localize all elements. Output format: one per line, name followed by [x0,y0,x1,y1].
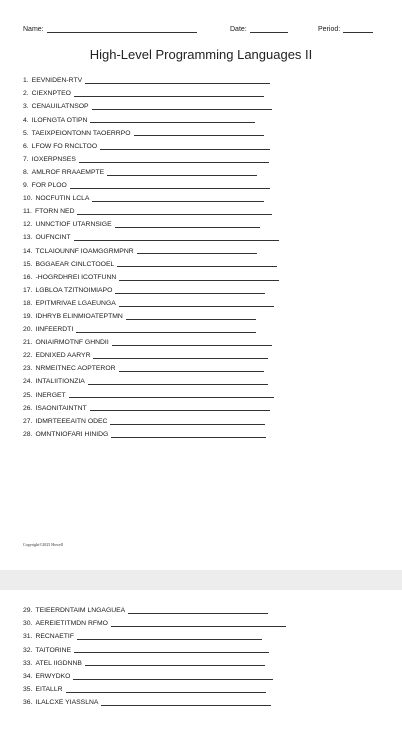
item-number: 10. [23,195,33,203]
scrambled-word: OMNTNIOFARI HINIDG [35,430,109,438]
answer-blank[interactable] [74,239,279,241]
list-item [23,124,382,137]
answer-blank[interactable] [77,213,272,215]
scrambled-word: -HOGRDHREI ICOTFUNN [35,273,117,281]
scrambled-word: UNNCTIOF UTARNSIGE [35,221,112,229]
name-field [23,25,197,33]
item-number: 9. [23,182,29,190]
scrambled-word: NOCFUTIN LCLA [35,195,90,203]
list-item [23,399,382,412]
item-number: 35. [23,685,33,693]
scrambled-word: AEREIETITMDN RFMO [35,620,108,628]
list-item [23,654,382,667]
item-number: 26. [23,404,33,412]
scrambled-word: TAITORINE [35,646,72,654]
answer-blank[interactable] [90,121,255,123]
period-field [318,25,373,33]
answer-blank[interactable] [77,638,262,640]
item-number: 2. [23,90,29,98]
scramble-list-page-2 [23,602,382,707]
list-item [23,694,382,707]
answer-blank[interactable] [115,292,265,294]
scrambled-word: CENAUILATNSOP [31,103,89,111]
answer-blank[interactable] [111,625,286,627]
answer-blank[interactable] [92,200,264,202]
list-item [23,681,382,694]
scrambled-word: INERGET [35,391,66,399]
item-number: 1. [23,77,29,85]
list-item [23,137,382,150]
item-number: 13. [23,234,33,242]
item-number: 28. [23,430,33,438]
scrambled-word: IOXERPNSES [31,155,76,163]
list-item [23,216,382,229]
item-number: 29. [23,607,33,615]
worksheet-header [23,25,379,37]
list-item [23,426,382,439]
answer-blank[interactable] [100,148,270,150]
answer-blank[interactable] [79,161,269,163]
item-number: 6. [23,142,29,150]
list-item [23,373,382,386]
list-item [23,242,382,255]
item-number: 18. [23,299,33,307]
list-item [23,412,382,425]
list-item [23,615,382,628]
period-blank[interactable] [343,25,373,33]
worksheet-page-2 [0,590,402,750]
answer-blank[interactable] [92,108,272,110]
answer-blank[interactable] [70,187,270,189]
item-number: 21. [23,339,33,347]
answer-blank[interactable] [66,691,266,693]
scrambled-word: ILALCXE YIASSLNA [35,698,99,706]
scrambled-word: ILOFNGTA OTIPN [31,116,88,124]
scrambled-word: LFOW FO RNCLTOO [31,142,98,150]
list-item [23,98,382,111]
item-number: 27. [23,417,33,425]
answer-blank[interactable] [112,344,272,346]
list-item [23,111,382,124]
answer-blank[interactable] [93,357,268,359]
scrambled-word: EPITMRIVAE LGAEUNGA [35,299,116,307]
item-number: 5. [23,129,29,137]
answer-blank[interactable] [115,226,260,228]
answer-blank[interactable] [134,134,264,136]
answer-blank[interactable] [110,423,265,425]
list-item [23,190,382,203]
answer-blank[interactable] [90,409,270,411]
period-label: Period: [318,26,341,33]
list-item [23,85,382,98]
list-item [23,164,382,177]
item-number: 36. [23,698,33,706]
name-blank[interactable] [47,25,197,33]
item-number: 16. [23,273,33,281]
answer-blank[interactable] [119,305,274,307]
item-number: 20. [23,326,33,334]
item-number: 33. [23,659,33,667]
answer-blank[interactable] [117,265,277,267]
scrambled-word: TAEIXPEIONTONN TAOERRPO [31,129,131,137]
scrambled-word: IDHRYB ELINMIOATEPTMN [35,312,123,320]
item-number: 30. [23,620,33,628]
answer-blank[interactable] [88,383,268,385]
scrambled-word: INTALIITIONZIA [35,378,85,386]
scrambled-word: EDNIXED AARYR [35,352,91,360]
answer-blank[interactable] [111,436,266,438]
list-item [23,229,382,242]
scrambled-word: ONIAIRMOTNF GHNDII [35,339,109,347]
date-blank[interactable] [250,25,288,33]
item-number: 25. [23,391,33,399]
item-number: 14. [23,247,33,255]
scrambled-word: ISAONITAINTNT [35,404,87,412]
copyright-note: Copyright©2025 Howell [23,542,64,547]
list-item [23,268,382,281]
item-number: 24. [23,378,33,386]
list-item [23,255,382,268]
item-number: 7. [23,155,29,163]
scrambled-word: NRMEITNEC AOPTEROR [35,365,116,373]
answer-blank[interactable] [73,678,273,680]
list-item [23,177,382,190]
scrambled-word: IDMRTEEEAITN ODEC [35,417,108,425]
scrambled-word: TCLAIOUNNF IOAMGGRMPNR [35,247,134,255]
list-item [23,628,382,641]
scrambled-word: LGBLOA TZITNOIMIAPO [35,286,113,294]
item-number: 31. [23,633,33,641]
list-item [23,641,382,654]
list-item [23,151,382,164]
scrambled-word: AMLROF RRAAEMPTE [31,168,105,176]
list-item [23,360,382,373]
answer-blank[interactable] [74,95,264,97]
answer-blank[interactable] [107,174,257,176]
scrambled-word: IINFEERDTI [35,326,74,334]
item-number: 11. [23,208,32,216]
list-item [23,347,382,360]
worksheet-title: High-Level Programming Languages II [89,47,313,62]
scrambled-word: ATEL IIGDNNB [35,659,82,667]
answer-blank[interactable] [74,651,269,653]
date-label: Date: [230,26,247,33]
scramble-list-page-1 [23,72,382,439]
scrambled-word: FTORN NED [34,208,75,216]
item-number: 15. [23,260,33,268]
scrambled-word: RECNAETIF [35,633,74,641]
answer-blank[interactable] [126,318,256,320]
scrambled-word: EEVNIDEN-RTV [31,77,83,85]
item-number: 22. [23,352,33,360]
list-item [23,295,382,308]
list-item [23,308,382,321]
item-number: 32. [23,646,33,654]
answer-blank[interactable] [85,664,265,666]
item-number: 34. [23,672,33,680]
list-item [23,282,382,295]
name-label: Name: [23,26,44,33]
item-number: 3. [23,103,29,111]
list-item [23,386,382,399]
answer-blank[interactable] [76,331,256,333]
item-number: 23. [23,365,33,373]
answer-blank[interactable] [128,612,268,614]
scrambled-word: FOR PLOO [31,182,67,190]
scrambled-word: CIEXNPTEO [31,90,71,98]
answer-blank[interactable] [119,370,264,372]
answer-blank[interactable] [101,704,271,706]
item-number: 17. [23,286,33,294]
list-item [23,203,382,216]
item-number: 8. [23,168,29,176]
list-item [23,667,382,680]
scrambled-word: TEIEERDNTAIM LNGAGUEA [35,607,126,615]
item-number: 4. [23,116,29,124]
item-number: 19. [23,312,33,320]
list-item [23,72,382,85]
scrambled-word: EITALLR [35,685,63,693]
scrambled-word: ERWYDKO [35,672,71,680]
item-number: 12. [23,221,33,229]
list-item [23,321,382,334]
answer-blank[interactable] [119,279,279,281]
scrambled-word: BGGAEAR CINLCTOOEL [35,260,115,268]
scrambled-word: OUFNCINT [35,234,71,242]
date-field [230,25,288,33]
answer-blank[interactable] [137,252,257,254]
answer-blank[interactable] [69,396,274,398]
answer-blank[interactable] [85,82,270,84]
list-item [23,602,382,615]
list-item [23,334,382,347]
